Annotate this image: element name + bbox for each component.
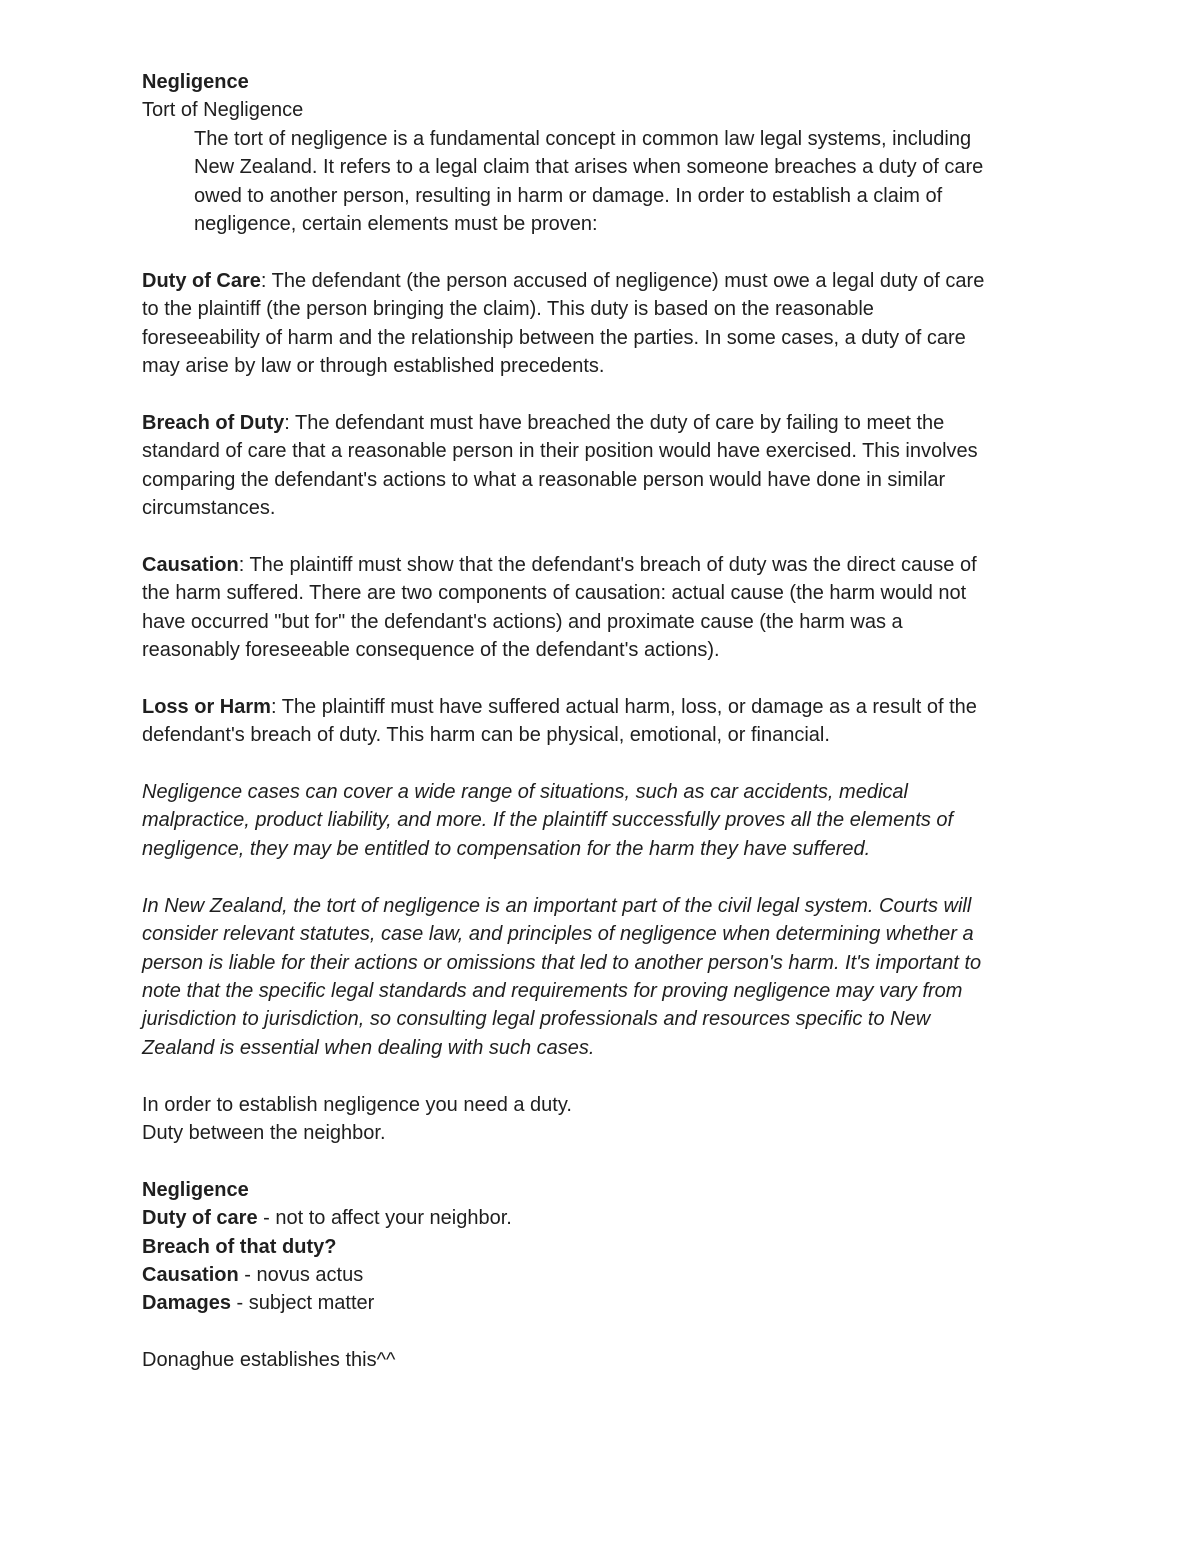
duty-of-care-paragraph [142, 267, 1062, 381]
intro-line: The tort of negligence is a fundamental concept in common law legal systems, including [194, 127, 972, 150]
document-page [142, 68, 1062, 1375]
paragraph-line: Zealand is essential when dealing with such cases. [142, 1036, 595, 1059]
intro-paragraph [142, 125, 1062, 239]
paragraph-line: person is liable for their actions or omissions that led to another person's harm. It's important to [142, 951, 982, 974]
duty-of-care-term: Duty of Care [142, 269, 261, 292]
document-subtitle: Tort of Negligence [142, 99, 304, 122]
paragraph-line: negligence, they may be entitled to compensation for the harm they have suffered. [142, 837, 871, 860]
paragraph-line: may arise by law or through established precedents. [142, 355, 605, 378]
summary-item-text: - novus actus [238, 1263, 364, 1286]
summary-item-term: Duty of care [142, 1207, 258, 1230]
intro-line: negligence, certain elements must be proven: [194, 213, 598, 236]
intro-line: New Zealand. It refers to a legal claim that arises when someone breaches a duty of care [194, 156, 984, 179]
paragraph-line [142, 693, 1062, 721]
closing-note: Donaghue establishes this^^ [142, 1349, 396, 1372]
paragraph-line: comparing the defendant's actions to what a reasonable person would have done in similar [142, 468, 946, 491]
loss-or-harm-text: : The plaintiff must have suffered actual harm, loss, or damage as a result of the [270, 695, 977, 718]
causation-paragraph [142, 551, 1062, 665]
summary-item [142, 1261, 1062, 1289]
note-line: In order to establish negligence you need a duty. [142, 1093, 572, 1116]
summary-item-text: - not to affect your neighbor. [257, 1207, 512, 1230]
paragraph-gap [142, 750, 1062, 778]
breach-of-duty-paragraph [142, 409, 1062, 523]
breach-of-duty-term: Breach of Duty [142, 411, 285, 434]
paragraph-gap [142, 380, 1062, 408]
causation-text: : The plaintiff must show that the defendant's breach of duty was the direct cause of [238, 553, 977, 576]
summary-heading: Negligence [142, 1178, 249, 1201]
summary-item [142, 1289, 1062, 1317]
causation-term: Causation [142, 553, 239, 576]
paragraph-line: foreseeability of harm and the relationship between the parties. In some cases, a duty of care [142, 326, 966, 349]
duty-of-care-text: : The defendant (the person accused of negligence) must owe a legal duty of care [260, 269, 985, 292]
paragraph-gap [142, 238, 1062, 266]
paragraph-line: defendant's breach of duty. This harm can be physical, emotional, or financial. [142, 724, 830, 747]
paragraph-gap [142, 1062, 1062, 1090]
intro-line: owed to another person, resulting in harm or damage. In order to establish a claim of [194, 184, 943, 207]
paragraph-line: malpractice, product liability, and more. If the plaintiff successfully proves all the elements of [142, 809, 954, 832]
paragraph-line: In New Zealand, the tort of negligence is an important part of the civil legal system. Courts will [142, 894, 972, 917]
paragraph-line [142, 267, 1062, 295]
breach-of-duty-text: : The defendant must have breached the duty of care by failing to meet the [284, 411, 945, 434]
italic-paragraph-new-zealand [142, 892, 1062, 1062]
paragraph-line: consider relevant statutes, case law, and principles of negligence when determining whether a [142, 923, 974, 946]
paragraph-line: circumstances. [142, 497, 276, 520]
italic-paragraph-cases [142, 778, 1062, 863]
paragraph-line: the harm suffered. There are two components of causation: actual cause (the harm would not [142, 582, 967, 605]
paragraph-line [142, 551, 1062, 579]
paragraph-line: note that the specific legal standards and requirements for proving negligence may vary from [142, 979, 963, 1002]
paragraph-gap [142, 664, 1062, 692]
paragraph-line: have occurred "but for" the defendant's actions) and proximate cause (the harm was a [142, 610, 903, 633]
paragraph-gap [142, 863, 1062, 891]
paragraph-line: reasonably foreseeable consequence of the defendant's actions). [142, 639, 720, 662]
paragraph-line: standard of care that a reasonable person in their position would have exercised. This involves [142, 440, 978, 463]
paragraph-line: to the plaintiff (the person bringing the claim). This duty is based on the reasonable [142, 298, 874, 321]
paragraph-line [142, 409, 1062, 437]
paragraph-line: Negligence cases can cover a wide range of situations, such as car accidents, medical [142, 781, 908, 804]
document-title: Negligence [142, 71, 249, 93]
summary-item [142, 1204, 1062, 1232]
loss-or-harm-paragraph [142, 693, 1062, 750]
summary-item-term: Damages [142, 1292, 231, 1315]
summary-item-term: Breach of that duty? [142, 1235, 337, 1258]
paragraph-gap [142, 522, 1062, 550]
summary-item [142, 1233, 1062, 1261]
summary-block [142, 1176, 1062, 1318]
paragraph-line: jurisdiction to jurisdiction, so consulting legal professionals and resources specific to New [142, 1008, 931, 1031]
notes-block [142, 1091, 1062, 1148]
paragraph-gap [142, 1318, 1062, 1346]
loss-or-harm-term: Loss or Harm [142, 695, 271, 718]
paragraph-gap [142, 1147, 1062, 1175]
summary-item-term: Causation [142, 1263, 239, 1286]
summary-item-text: - subject matter [230, 1292, 375, 1315]
note-line: Duty between the neighbor. [142, 1121, 386, 1144]
